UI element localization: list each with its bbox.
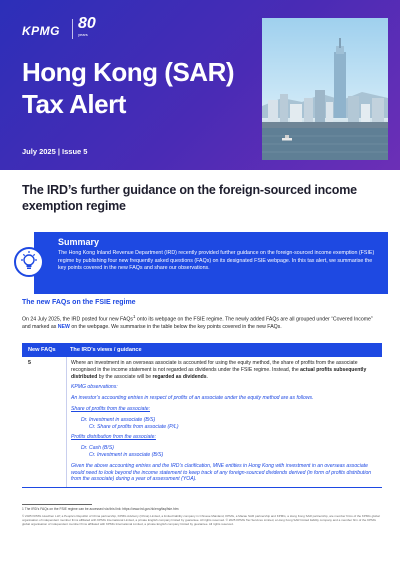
section-intro bbox=[22, 313, 382, 331]
article-title: The IRD’s further guidance on the foreign-sourced income exemption regime bbox=[22, 183, 357, 213]
faq-table bbox=[22, 343, 382, 488]
anniversary-badge bbox=[78, 16, 96, 37]
summary-box bbox=[34, 232, 388, 294]
guidance-bold-1: actual profits subsequently distributed bbox=[71, 366, 367, 380]
column-header-ird-views: The IRD’s views / guidance bbox=[70, 347, 142, 353]
new-label: NEW bbox=[57, 323, 70, 330]
table-row bbox=[22, 357, 382, 488]
guidance-paragraph bbox=[71, 360, 376, 380]
faq-guidance-cell bbox=[66, 357, 382, 487]
lightbulb-icon bbox=[14, 247, 44, 277]
legal-disclaimer: © 2025 KPMG Huazhen LLP, a People’s Republic of China partnership, KPMG Advisory (China) Limited, a limited liability company in Chinese Mainland, KPMG, a Macau SAR partnership and KPMG, a Hong Kong SAR partnership, are member firms of the KPMG global organisation of independent member firms affiliated with KPMG International Limited, a private English company limited by guarantee. All rights reserved. © 2025 KPMG Tax Services Limited, a Hong Kong SAR limited liability company and a member firm of the KPMG global organisation of independent member firms affiliated with KPMG International Limited, a private English company limited by guarantee. All rights reserved. bbox=[22, 514, 380, 526]
guidance-text-c: . bbox=[206, 373, 209, 380]
footnote: 1 The IRD’s FAQs on the FSIE regime can be accessed via this link: https://www.ird.gov.hk/eng/faq/fsie.htm bbox=[22, 507, 179, 511]
share-debit-entry: Dr. Investment in associate (B/S) bbox=[81, 416, 156, 423]
observations-intro: An investor’s accounting entries in respect of profits of an associate under the equity method are as follows. bbox=[71, 395, 314, 402]
share-of-profits-heading: Share of profits from the associate: bbox=[71, 405, 150, 412]
title-line1: Hong Kong (SAR) bbox=[22, 57, 235, 87]
guidance-text-b: by the associate will be bbox=[97, 373, 153, 380]
guidance-text-a: Where an investment in an overseas associate is accounted for using the equity method, the share of profits from the associate recognised in the income statement is not regarded as dividends under the FSIE regime. Instead, the bbox=[71, 360, 358, 373]
faq-number: 5 bbox=[28, 360, 31, 366]
observations-heading: KPMG observations: bbox=[71, 384, 118, 391]
footnote-ref: 1 bbox=[133, 314, 136, 319]
profits-distribution-heading: Profits distribution from the associate: bbox=[71, 434, 156, 441]
share-credit-entry: Cr. Share of profits from associate (P/L) bbox=[89, 423, 179, 430]
intro-text-c: on the webpage. We summarise in the table below the key points covered in the new FAQs. bbox=[69, 323, 282, 330]
logo-divider bbox=[72, 19, 73, 39]
column-header-new-faqs: New FAQs bbox=[28, 347, 56, 353]
publication-title bbox=[22, 56, 234, 120]
section-heading: The new FAQs on the FSIE regime bbox=[22, 299, 136, 306]
title-line2: Tax Alert bbox=[22, 89, 126, 119]
distribution-debit-entry: Dr. Cash (B/S) bbox=[81, 445, 114, 452]
issue-label: July 2025 | Issue 5 bbox=[22, 147, 88, 156]
guidance-bold-2: regarded as dividends bbox=[152, 373, 207, 380]
observations-conclusion: Given the above accounting entries and the IRD’s clarification, MNE entities in Hong Kong with investment in an overseas associate would need to look beyond the income statement to keep track of any foreign-sourced dividends derived (in form of profits distribution from the associate) during a year of assessment (YOA). bbox=[71, 462, 372, 483]
anniversary-text: years bbox=[78, 32, 88, 37]
footnote-divider bbox=[22, 504, 92, 505]
hong-kong-skyline-image bbox=[262, 18, 388, 160]
table-header bbox=[22, 343, 382, 357]
summary-heading: Summary bbox=[58, 237, 100, 247]
intro-text-a: On 24 July 2025, the IRD posted four new FAQs bbox=[22, 316, 134, 323]
summary-text: The Hong Kong Inland Revenue Department (IRD) recently provided further guidance on the foreign-sourced income exemption (FSIE) regime by publishing four new frequently asked questions (FAQs) on its designated FSIE webpage. In this tax alert, we summarise the key points covered in the new FAQs and share our observations. bbox=[58, 250, 375, 272]
anniversary-number: 80 bbox=[78, 15, 96, 32]
header-banner bbox=[0, 0, 400, 170]
intro-text-b: onto its webpage on the FSIE regime. The newly added FAQs are all grouped under “Covered Income” and marked as bbox=[22, 316, 373, 330]
kpmg-logo: KPMG bbox=[22, 24, 60, 38]
distribution-credit-entry: Cr. Investment in associate (B/S) bbox=[89, 451, 164, 458]
